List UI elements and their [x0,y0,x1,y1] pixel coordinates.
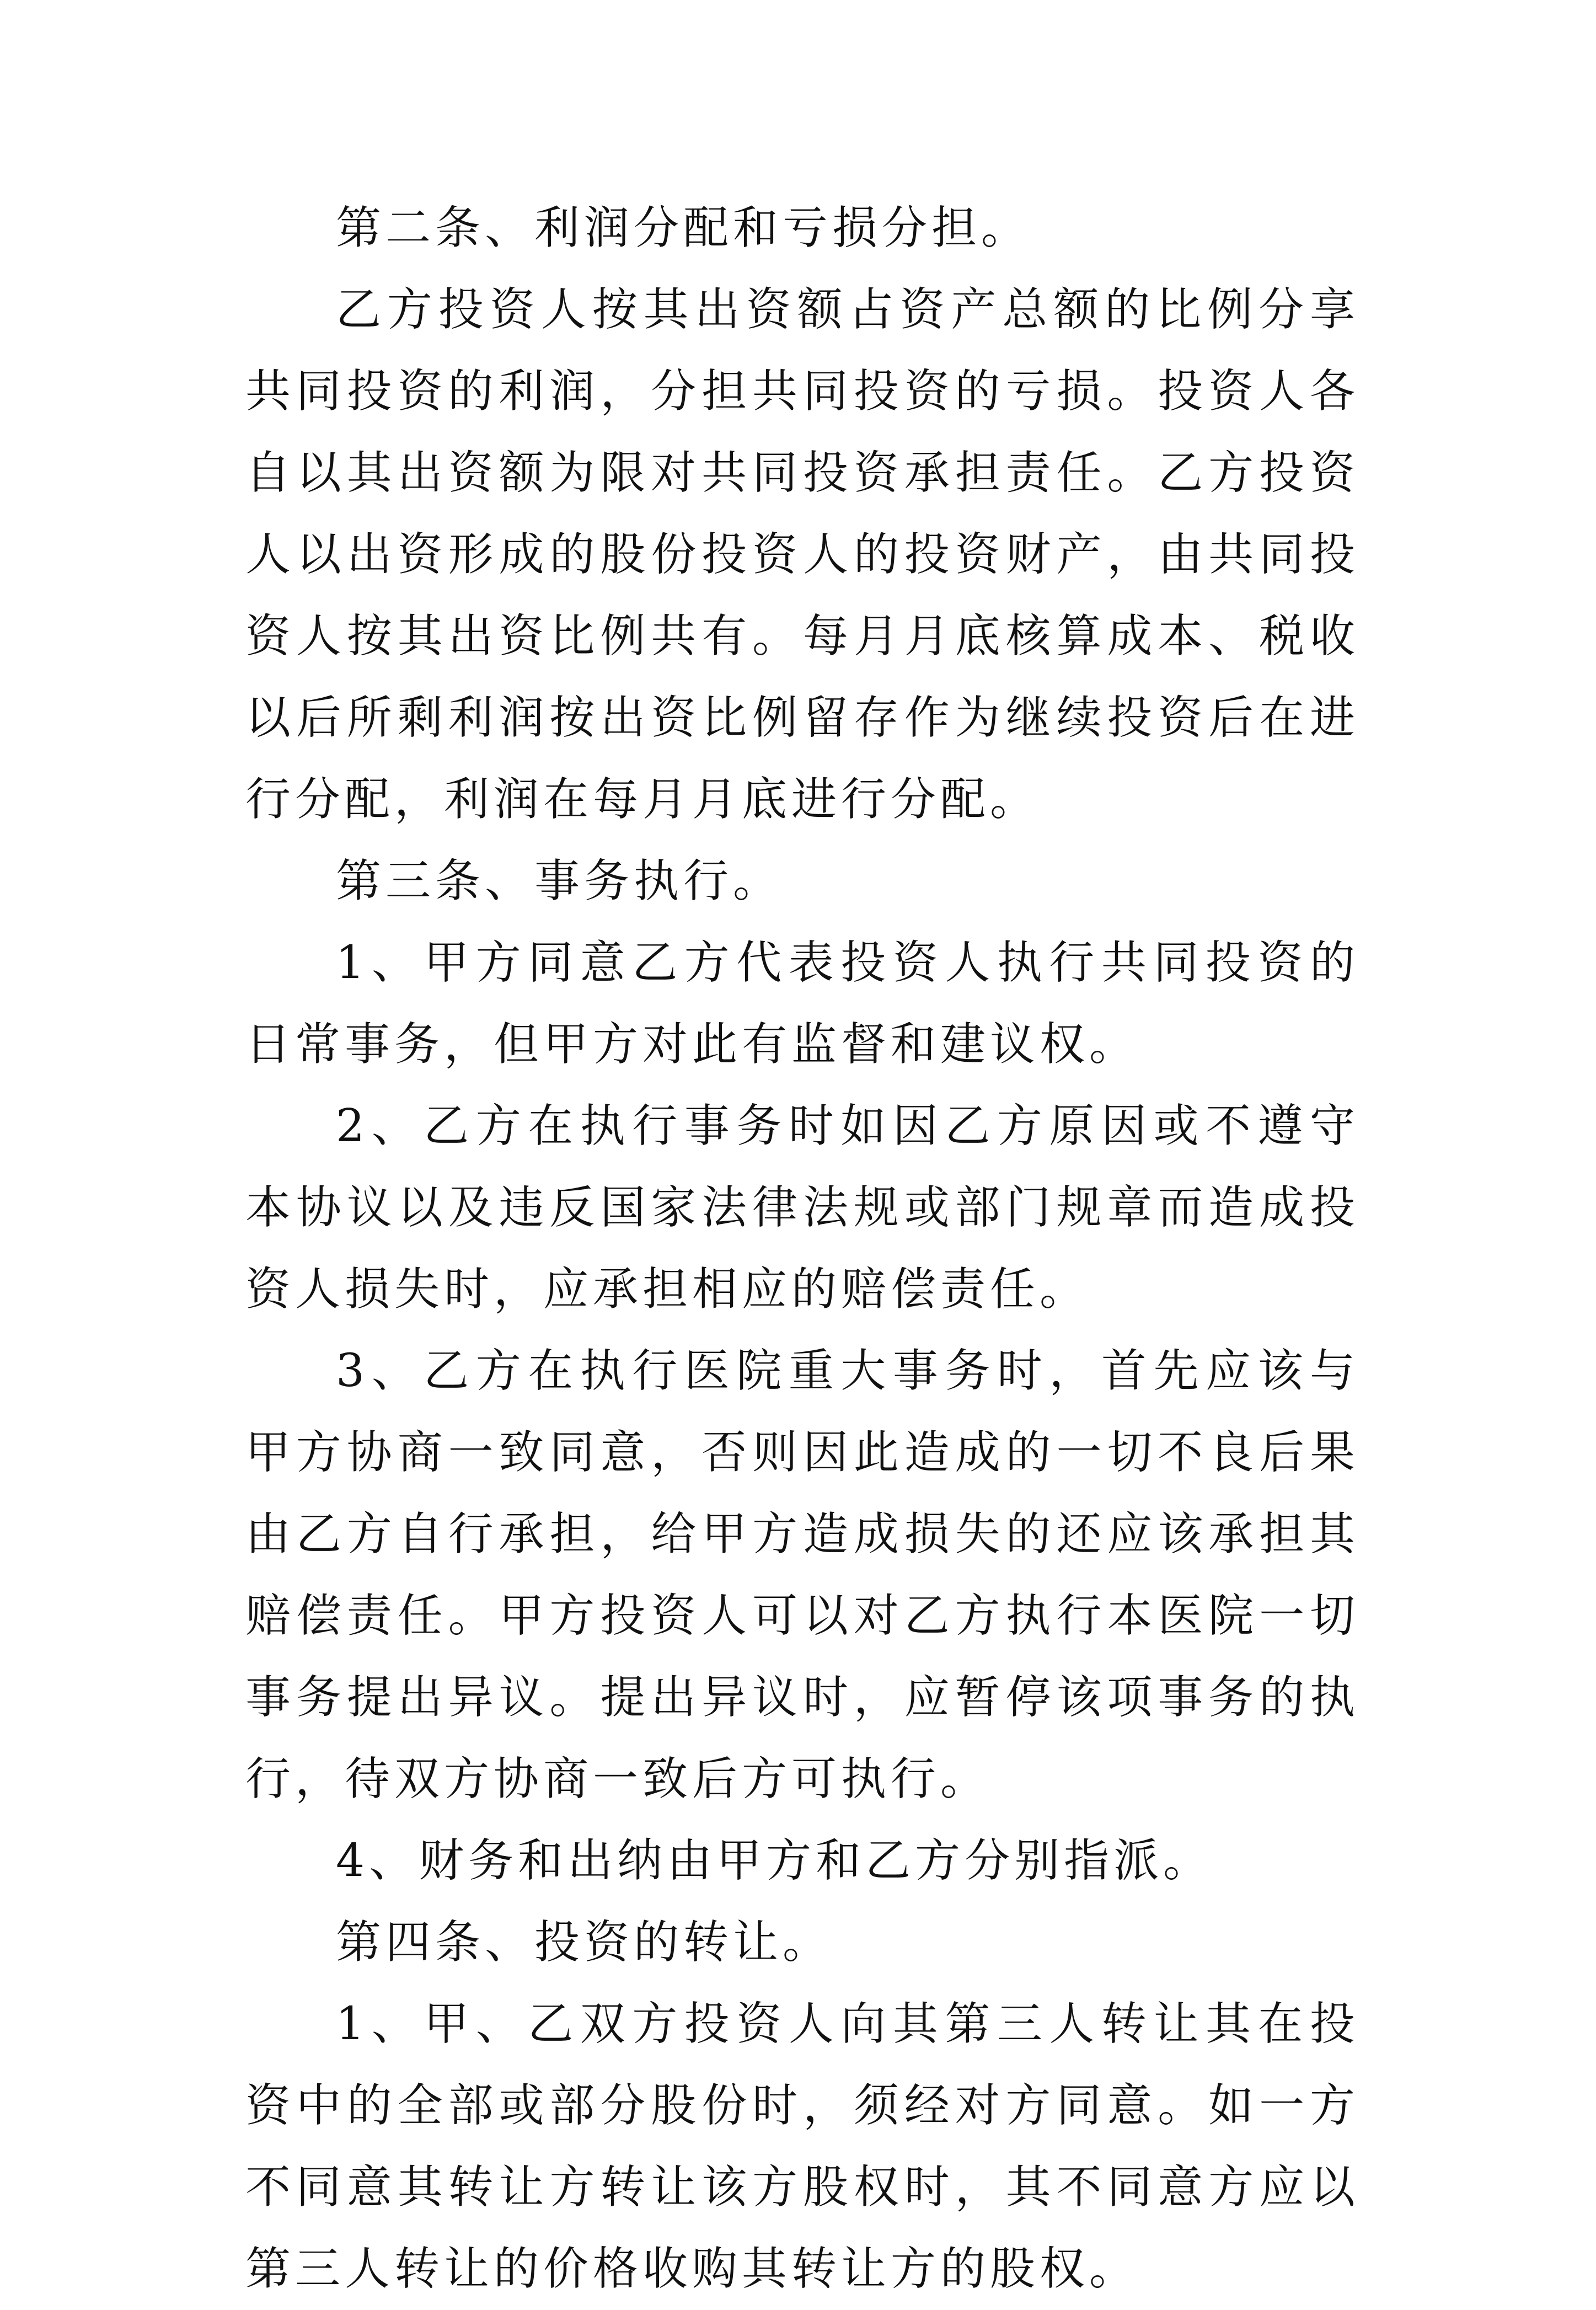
section-heading-article-3: 第三条、事务执行。 [336,855,783,907]
clause-4-1: 1、甲、乙双方投资人向其第三人转让其在投资中的全部或部分股份时，须经对方同意。如一方不同意其转让方转让该方股权时，其不同意方应以第三人转让的价格收购其转让方的股权。 [245,1998,1359,2295]
clause-3-3: 3、乙方在执行医院重大事务时，首先应该与甲方协商一致同意，否则因此造成的一切不良后果由乙方自行承担，给甲方造成损失的还应该承担其赔偿责任。甲方投资人可以对乙方执行本医院一切事务提出异议。提出异议时，应暂停该项事务的执行，待双方协商一致后方可执行。 [245,1345,1359,1805]
clause-3-1: 1、甲方同意乙方代表投资人执行共同投资的日常事务，但甲方对此有监督和建议权。 [245,937,1359,1071]
clause-3-4: 4、财务和出纳由甲方和乙方分别指派。 [336,1835,1213,1887]
clause-3-2: 2、乙方在执行事务时如因乙方原因或不遵守本协议以及违反国家法律法规或部门规章而造成投资人损失时，应承担相应的赔偿责任。 [245,1100,1359,1316]
section-heading-article-4: 第四条、投资的转让。 [336,1916,833,1969]
section-heading-article-2: 第二条、利润分配和亏损分担。 [336,202,1031,254]
paragraph-profit-distribution: 乙方投资人按其出资额占资产总额的比例分享共同投资的利润，分担共同投资的亏损。投资人各自以其出资额为限对共同投资承担责任。乙方投资人以出资形成的股份投资人的投资财产，由共同投资人按其出资比例共有。每月月底核算成本、税收以后所剩利润按出资比例留存作为继续投资后在进行分配，利润在每月月底进行分配。 [245,284,1359,826]
document-body [245,188,1359,2310]
